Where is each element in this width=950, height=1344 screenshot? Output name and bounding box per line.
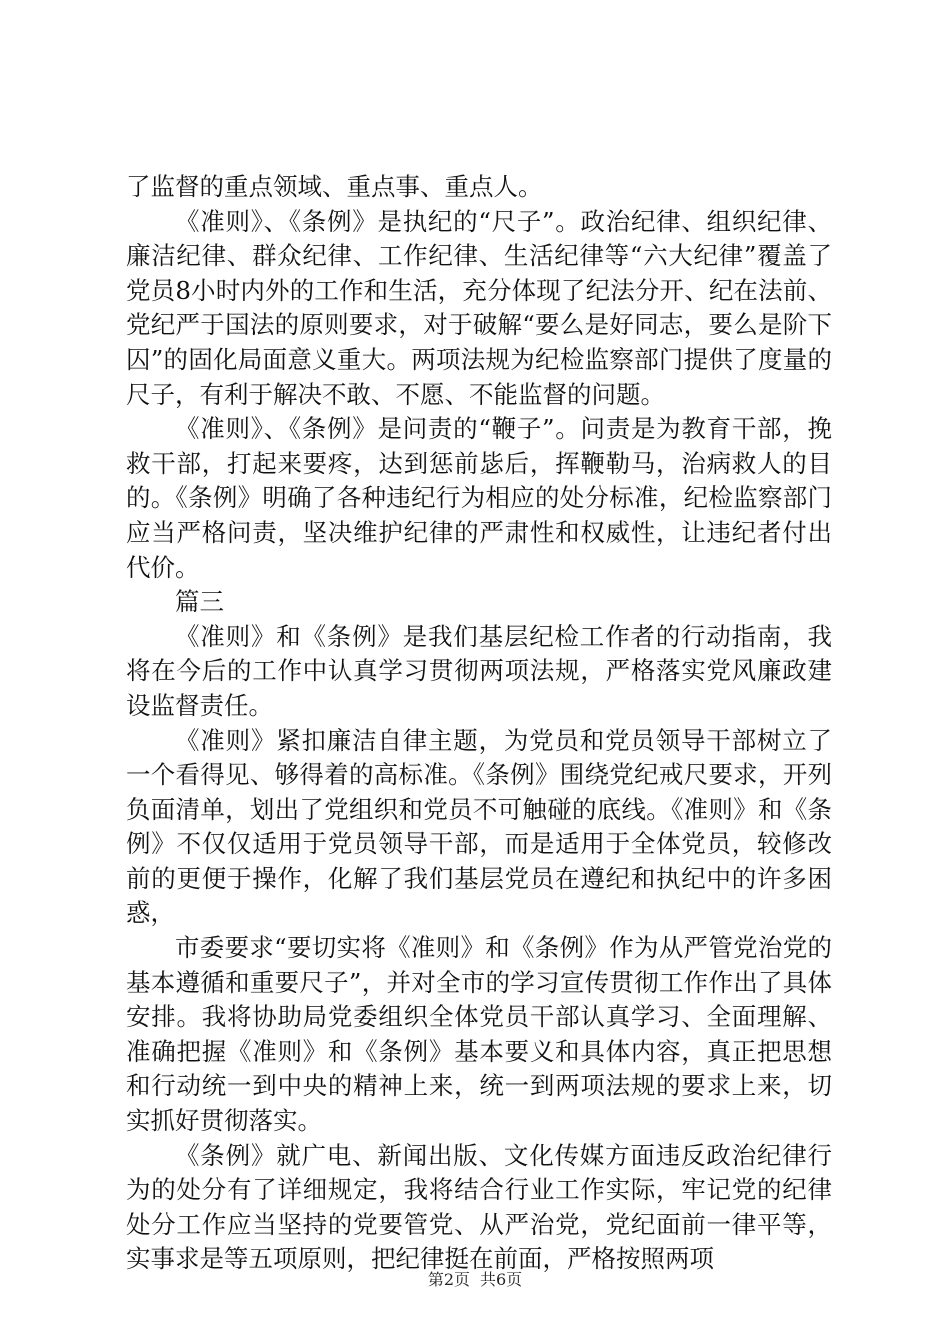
page-total: 共6页 [480,1270,523,1289]
page-number: 第2页 [427,1270,470,1289]
paragraph-whip: 《准则》、《条例》是问责的“鞭子”。问责是为教育干部，挽救干部，打起来要疼，达到惩前毖后，挥鞭勒马，治病救人的目的。《条例》明确了各种违纪行为相应的处分标准，纪检监察部门应当严格问责，坚决维护纪律的严肃性和权威性，让违纪者付出代价。 [126,414,832,582]
paragraph-standard: 《准则》紧扣廉洁自律主题，为党员和党员领导干部树立了一个看得见、够得着的高标准。《条例》围绕党纪戒尺要求，开列负面清单，划出了党组织和党员不可触碰的底线。《准则》和《条例》不仅仅适用于党员领导干部，而是适用于全体党员，较修改前的更便于操作，化解了我们基层党员在遵纪和执纪中的许多困惑， [126,725,832,928]
paragraph-continued: 了监督的重点领域、重点事、重点人。 [126,172,543,201]
section-heading: 篇三 [175,587,224,617]
paragraph-media: 《条例》就广电、新闻出版、文化传媒方面违反政治纪律行为的处分有了详细规定，我将结合行业工作实际，牢记党的纪律处分工作应当坚持的党要管党、从严治党，党纪面前一律平等，实事求是等五项原则，把纪律挺在前面，严格按照两项 [126,1140,832,1274]
paragraph-ruler: 《准则》、《条例》是执纪的“尺子”。政治纪律、组织纪律、廉洁纪律、群众纪律、工作纪律、生活纪律等“六大纪律”覆盖了党员8小时内外的工作和生活，充分体现了纪法分开、纪在法前、党纪严于国法的原则要求，对于破解“要么是好同志，要么是阶下囚”的固化局面意义重大。两项法规为纪检监察部门提供了度量的尺子，有利于解决不敢、不愿、不能监督的问题。 [126,206,832,409]
document-body [126,170,832,1277]
paragraph-guide: 《准则》和《条例》是我们基层纪检工作者的行动指南，我将在今后的工作中认真学习贯彻两项法规，严格落实党风廉政建设监督责任。 [126,621,832,720]
page-footer [0,1270,950,1290]
paragraph-municipal: 市委要求“要切实将《准则》和《条例》作为从严管党治党的基本遵循和重要尺子”，并对全市的学习宣传贯彻工作作出了具体安排。我将协助局党委组织全体党员干部认真学习、全面理解、准确把握《准则》和《条例》基本要义和具体内容，真正把思想和行动统一到中央的精神上来，统一到两项法规的要求上来，切实抓好贯彻落实。 [126,933,832,1136]
